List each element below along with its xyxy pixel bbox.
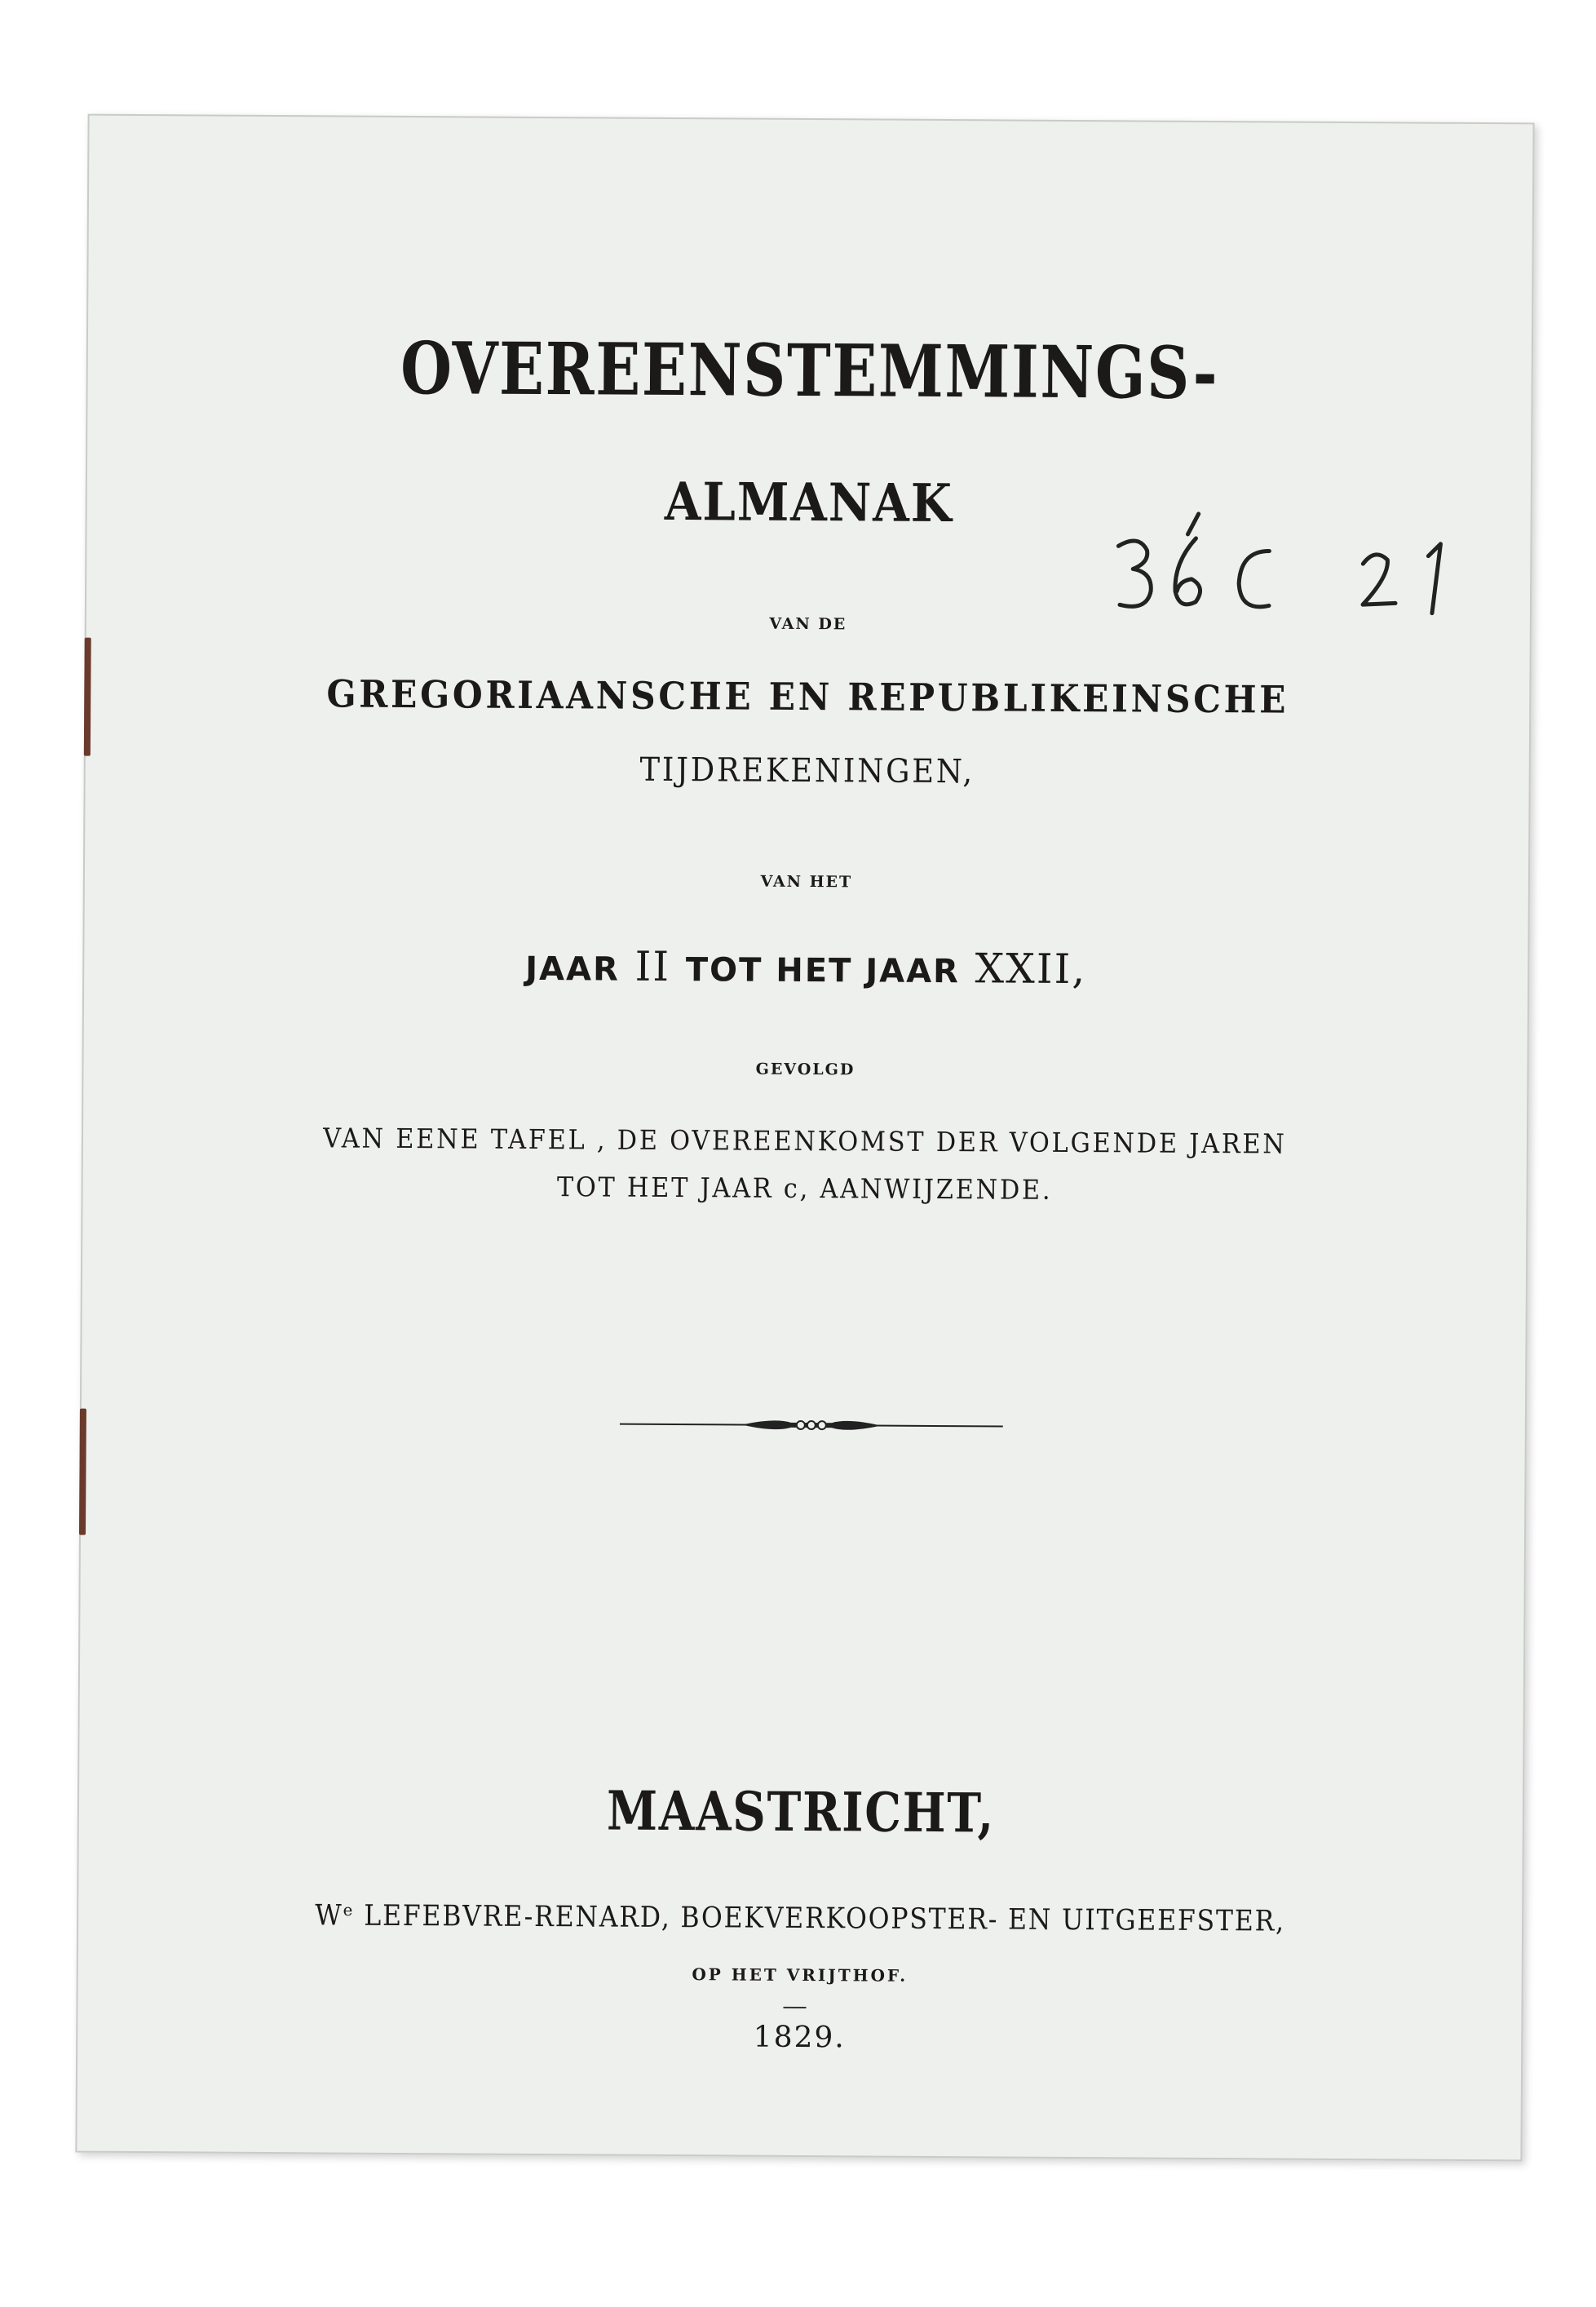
van-de-label: VAN DE: [769, 614, 847, 634]
staple-bottom: [79, 1409, 86, 1535]
short-rule: [783, 2007, 806, 2008]
title-line-2: ALMANAK: [664, 471, 953, 535]
booklet-cover: [75, 114, 1534, 2162]
year-range-end: XXII,: [975, 945, 1087, 994]
subject-line-1: GREGORIAANSCHE EN REPUBLIKEINSCHE: [326, 671, 1289, 722]
year-range-tot-het-jaar: TOT HET JAAR: [685, 951, 961, 991]
title-line-1: OVEREENSTEMMINGS-: [400, 325, 1219, 416]
table-description-line-1: VAN EENE TAFEL , DE OVEREENKOMST DER VOLGENDE JAREN: [323, 1122, 1287, 1160]
van-het-label: VAN HET: [760, 872, 853, 892]
publisher-address: OP HET VRIJTHOF.: [692, 1964, 909, 1986]
city: MAASTRICHT,: [606, 1778, 996, 1845]
publication-year: 1829.: [753, 2020, 846, 2055]
publisher: Wᵉ LEFEBVRE-RENARD, BOEKVERKOOPSTER- EN UITGEEFSTER,: [315, 1899, 1286, 1938]
ornamental-rule: [620, 1412, 1003, 1439]
year-range: [84, 940, 1527, 996]
staple-top: [84, 638, 91, 756]
subject-line-2: TIJDREKENINGEN,: [639, 751, 975, 791]
handwritten-shelfmark: [1102, 505, 1486, 630]
gevolgd-label: GEVOLGD: [755, 1060, 855, 1079]
year-range-jaar: JAAR: [525, 950, 621, 989]
table-description-line-2: TOT HET JAAR c, AANWIJZENDE.: [556, 1171, 1053, 1206]
year-range-start: II: [634, 942, 671, 990]
